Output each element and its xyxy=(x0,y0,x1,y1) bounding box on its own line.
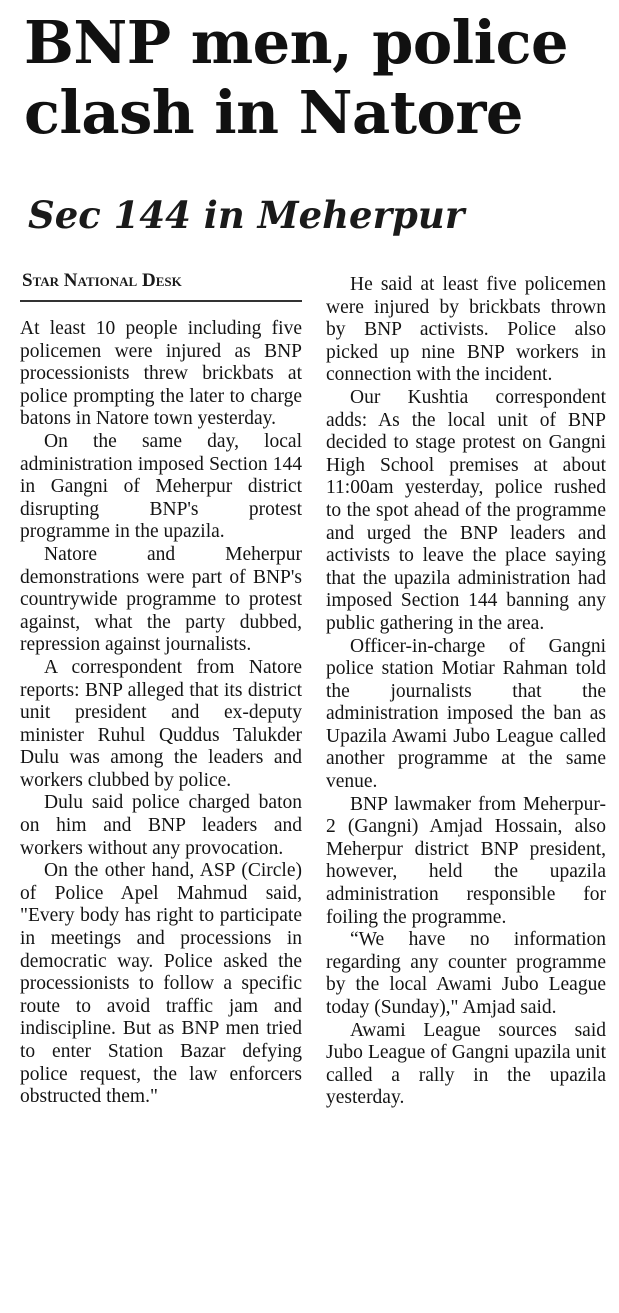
paragraph: Officer-in-charge of Gangni police station Motiar Rahman told the journalists that the administration imposed the ban as Upazila Awami Jubo League called another programme at the same venue. xyxy=(326,635,606,793)
paragraph: On the other hand, ASP (Circle) of Police Apel Mahmud said, "Every body has right to participate in meetings and processions in democratic way. Police asked the processionists to follow a specific route to avoid traffic jam and indiscipline. But as BNP men tried to enter Station Bazar defying police request, the law enforcers obstructed them." xyxy=(20,860,302,1108)
article-column-left xyxy=(20,318,302,1109)
paragraph: He said at least five policemen were injured by brickbats thrown by BNP activists. Police also picked up nine BNP workers in connection with the incident. xyxy=(326,274,606,386)
paragraph: Natore and Meherpur demonstrations were part of BNP's countrywide programme to protest against, what the party dubbed, repression against journalists. xyxy=(20,543,302,656)
headline-line-1: BNP men, police xyxy=(24,8,569,77)
paragraph: At least 10 people including five policemen were injured as BNP processionists threw brickbats at police prompting the later to charge batons in Natore town yesterday. xyxy=(20,318,302,430)
article-column-right xyxy=(326,274,606,1110)
byline-rule xyxy=(20,300,302,302)
paragraph: Awami League sources said Jubo League of Gangni upazila unit called a rally in the upazila yesterday. xyxy=(326,1019,606,1109)
paragraph: BNP lawmaker from Meherpur-2 (Gangni) Amjad Hossain, also Meherpur district BNP president, however, held the upazila administration responsible for foiling the programme. xyxy=(326,793,606,928)
byline: Star National Desk xyxy=(22,270,182,291)
paragraph: A correspondent from Natore reports: BNP alleged that its district unit president and ex-deputy minister Ruhul Quddus Talukder Dulu was among the leaders and workers clubbed by police. xyxy=(20,656,302,791)
headline xyxy=(24,8,614,148)
subheadline: Sec 144 in Meherpur xyxy=(28,193,465,237)
headline-line-2: clash in Natore xyxy=(24,78,523,147)
paragraph: “We have no information regarding any counter programme by the local Awami Jubo League today (Sunday)," Amjad said. xyxy=(326,929,606,1018)
paragraph: Our Kushtia correspondent adds: As the local unit of BNP decided to stage protest on Gangni High School premises at about 11:00am yesterday, police rushed to the spot ahead of the programme and urged the BNP leaders and activists to leave the place saying that the upazila administration had imposed Section 144 banning any public gathering in the area. xyxy=(326,386,606,634)
paragraph: Dulu said police charged baton on him and BNP leaders and workers without any provocation. xyxy=(20,792,302,859)
paragraph: On the same day, local administration imposed Section 144 in Gangni of Meherpur district disrupting BNP's protest programme in the upazila. xyxy=(20,430,302,543)
